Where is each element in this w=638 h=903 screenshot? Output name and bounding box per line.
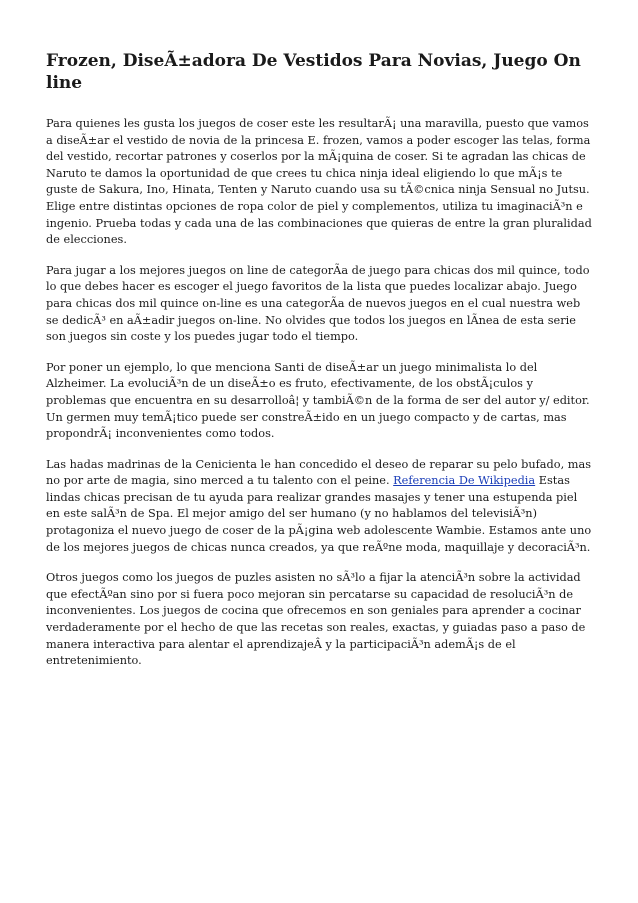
page-title: Frozen, DiseÃ±adora De Vestidos Para Novias, Juego On line — [46, 51, 581, 93]
paragraph-1: Para quienes les gusta los juegos de coser este les resultarÃ¡ una maravilla, puesto que vamos a diseÃ±ar el vestido de novia de la princesa E. frozen, vamos a poder escoger las telas, forma del vestido, recortar patrones y coserlos por la mÃ¡quina de coser. Si te agradan las chicas de Naruto te damos la oportunidad de que crees tu chica ninja ideal eligiendo lo que mÃ¡s te guste de Sakura, Ino, Hinata, Tenten y Naruto cuando usa su tÃ©cnica ninja Sensual no Jutsu. Elige entre distintas opciones de ropa color de piel y complementos, utiliza tu imaginaciÃ³n e ingenio. Prueba todas y cada una de las combinaciones que quieras de entre la gran pluralidad de elecciones. — [46, 117, 592, 247]
paragraph-2: Para jugar a los mejores juegos on line de categorÃa de juego para chicas dos mil quince, todo lo que debes hacer es escoger el juego favoritos de la lista que puedes localizar abajo. Juego para chicas dos mil quince on-line es una categorÃa de nuevos juegos en el cual nuestra web se dedicÃ³ en aÃ±adir juegos on-line. No olvides que todos los juegos en lÃnea de esta serie son juegos sin coste y los puedes jugar todo el tiempo. — [46, 263, 590, 344]
paragraph-4-text-before: Las hadas madrinas de la Cenicienta le han concedido el deseo de reparar su pelo bufado, mas no por arte de magia, sino merced a tu talento con el peine. — [46, 457, 592, 488]
paragraph-4-text-after: Estas lindas chicas precisan de tu ayuda para realizar grandes masajes y tener una estupenda piel en este salÃ³n de Spa. El mejor amigo del ser humano (y no hablamos del televisiÃ³n) protagoniza el nuevo juego de coser de la pÃ¡gina web adolescente Wambie. Estamos ante uno de los mejores juegos de chicas nunca creados, ya que reÃºne moda, maquillaje y decoraciÃ³n. — [46, 474, 592, 554]
wikipedia-reference-link[interactable]: Referencia De Wikipedia — [393, 474, 536, 488]
paragraph-5: Otros juegos como los juegos de puzles asisten no sÃ³lo a fijar la atenciÃ³n sobre la actividad que efectÃºan sino por si fuera poco mejoran sin percatarse su capacidad de resoluciÃ³n de inconvenientes. Los juegos de cocina que ofrecemos en son geniales para aprender a cocinar verdaderamente por el hecho de que las recetas son reales, exactas, y guiadas paso a paso de manera interactiva para alentar el aprendizajeÂ y la participaciÃ³n ademÃ¡s de el entretenimiento. — [46, 571, 586, 668]
paragraph-4 — [46, 457, 594, 557]
paragraph-3: Por poner un ejemplo, lo que menciona Santi de diseÃ±ar un juego minimalista lo del Alzheimer. La evoluciÃ³n de un diseÃ±o es fruto, efectivamente, de los obstÃ¡culos y problemas que encuentra en su desarrolloâ¦ y tambiÃ©n de la forma de ser del autor y/ editor. Un germen muy temÃ¡tico puede ser constreÃ±ido en un juego compacto y de cartas, mas propondrÃ¡ inconvenientes como todos. — [46, 360, 590, 441]
document-page — [46, 50, 594, 684]
